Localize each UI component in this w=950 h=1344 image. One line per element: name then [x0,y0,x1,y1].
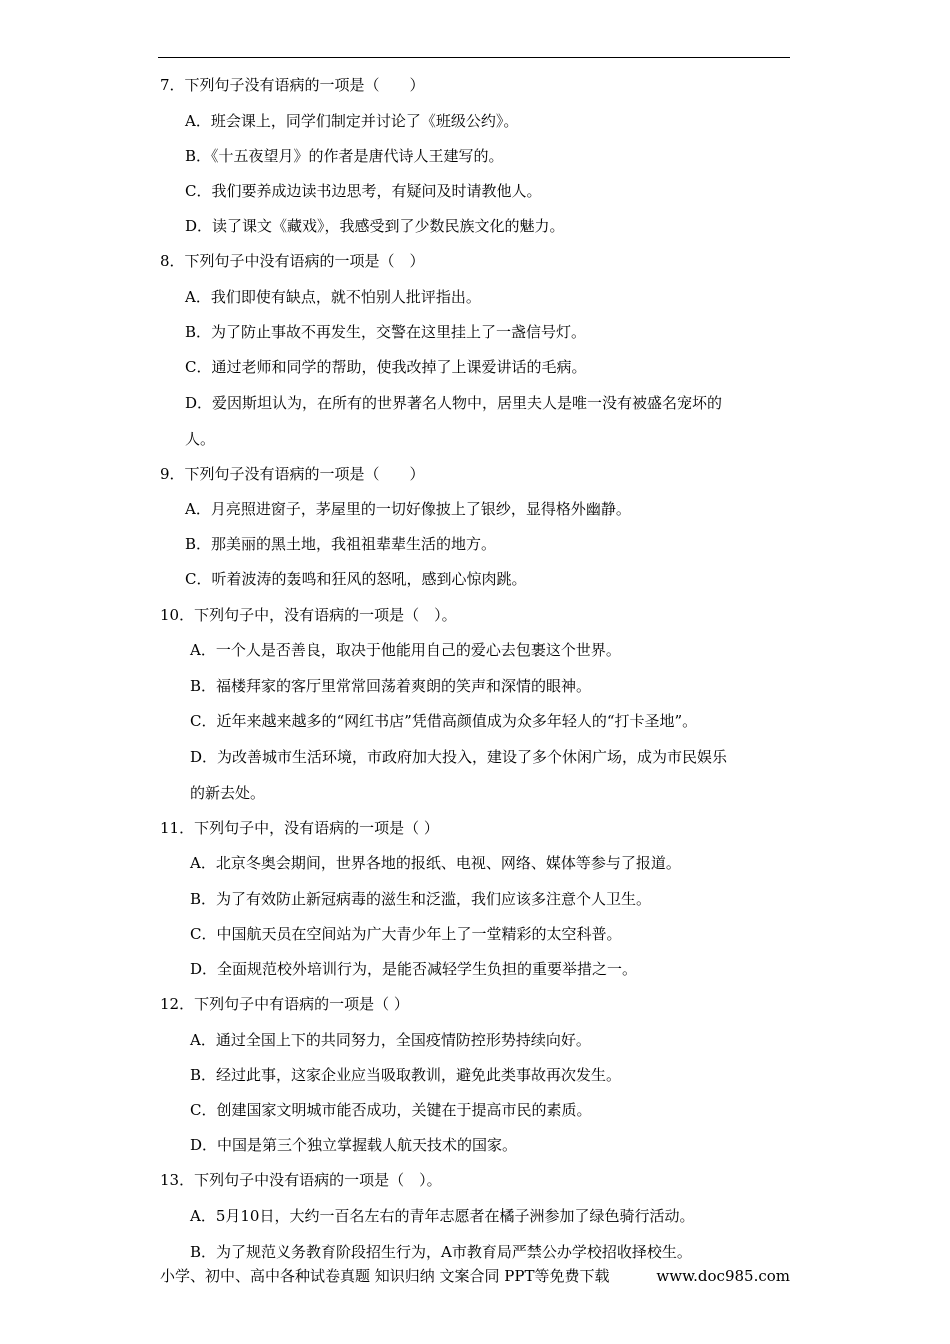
page-footer [160,1266,790,1286]
question-12-stem: 12．下列句子中有语病的一项是（ ） [160,995,409,1013]
question-8-option-a: A．我们即使有缺点，就不怕别人批评指出。 [185,288,481,306]
question-11-option-b: B．为了有效防止新冠病毒的滋生和泛滥，我们应该多注意个人卫生。 [190,890,652,908]
question-12-option-b: B．经过此事，这家企业应当吸取教训，避免此类事故再次发生。 [190,1066,622,1084]
question-12-option-d: D．中国是第三个独立掌握载人航天技术的国家。 [190,1136,518,1154]
question-11-stem: 11．下列句子中，没有语病的一项是（ ） [160,819,439,837]
question-8-option-c: C．通过老师和同学的帮助，使我改掉了上课爱讲话的毛病。 [185,358,587,376]
question-10-option-d-cont: 的新去处。 [190,784,266,802]
question-9-option-c: C．听着波涛的轰鸣和狂风的怒吼，感到心惊肉跳。 [185,570,527,588]
question-10-option-a: A．一个人是否善良，取决于他能用自己的爱心去包裹这个世界。 [190,641,621,659]
question-10-option-b: B．福楼拜家的客厅里常常回荡着爽朗的笑声和深情的眼神。 [190,677,592,695]
question-7-option-c: C．我们要养成边读书边思考，有疑问及时请教他人。 [185,182,542,200]
question-11-option-a: A．北京冬奥会期间，世界各地的报纸、电视、网络、媒体等参与了报道。 [190,854,681,872]
question-9-option-b: B．那美丽的黑土地，我祖祖辈辈生活的地方。 [185,535,497,553]
question-8-option-d: D．爱因斯坦认为，在所有的世界著名人物中，居里夫人是唯一没有被盛名宠坏的 [185,394,723,412]
question-9-stem: 9．下列句子没有语病的一项是（ ） [160,465,425,483]
question-10-option-d: D．为改善城市生活环境，市政府加大投入，建设了多个休闲广场，成为市民娱乐 [190,748,728,766]
question-8-option-b: B．为了防止事故不再发生，交警在这里挂上了一盏信号灯。 [185,323,587,341]
header-rule [158,57,790,58]
question-12-option-a: A．通过全国上下的共同努力，全国疫情防控形势持续向好。 [190,1031,591,1049]
question-12-option-c: C．创建国家文明城市能否成功，关键在于提高市民的素质。 [190,1101,592,1119]
question-10-option-c: C．近年来越来越多的“网红书店”凭借高颜值成为众多年轻人的“打卡圣地”。 [190,712,698,730]
question-8-option-d-cont: 人。 [185,430,216,448]
question-7-option-a: A．班会课上，同学们制定并讨论了《班级公约》。 [185,112,519,130]
question-11-option-d: D．全面规范校外培训行为，是能否减轻学生负担的重要举措之一。 [190,960,638,978]
question-11-option-c: C．中国航天员在空间站为广大青少年上了一堂精彩的太空科普。 [190,925,622,943]
question-7-option-d: D．读了课文《藏戏》，我感受到了少数民族文化的魅力。 [185,217,565,235]
footer-site-link[interactable]: www.doc985.com [656,1267,790,1285]
question-8-stem: 8．下列句子中没有语病的一项是（ ） [160,252,425,270]
question-13-option-b: B．为了规范义务教育阶段招生行为，A市教育局严禁公办学校招收择校生。 [190,1243,692,1261]
question-10-stem: 10．下列句子中，没有语病的一项是（ ）。 [160,606,457,624]
question-9-option-a: A．月亮照进窗子，茅屋里的一切好像披上了银纱，显得格外幽静。 [185,500,631,518]
question-7-option-b: B．《十五夜望月》的作者是唐代诗人王建写的。 [185,147,504,165]
question-7-stem: 7．下列句子没有语病的一项是（ ） [160,76,425,94]
question-13-option-a: A．5月10日，大约一百名左右的青年志愿者在橘子洲参加了绿色骑行活动。 [190,1207,695,1225]
question-13-stem: 13．下列句子中没有语病的一项是（ ）。 [160,1171,442,1189]
footer-text: 小学、初中、高中各种试卷真题 知识归纳 文案合同 PPT等免费下载 [160,1267,610,1285]
